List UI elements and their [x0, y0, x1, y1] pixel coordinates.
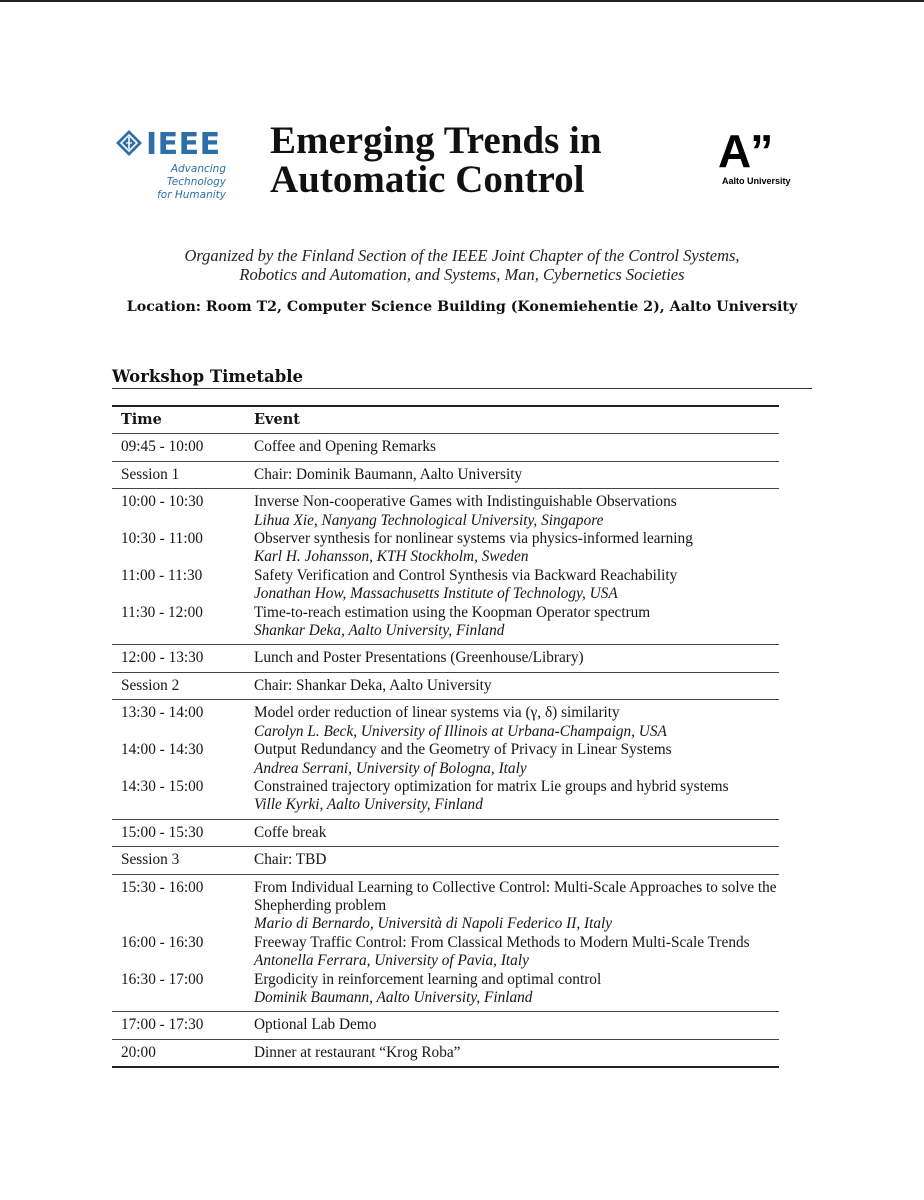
table-row	[112, 567, 779, 604]
timetable-group	[112, 461, 779, 488]
ieee-tagline-line-1: Advancing Technology	[166, 163, 226, 188]
event-cell	[254, 461, 779, 488]
event-speaker: Ville Kyrki, Aalto University, Finland	[254, 796, 483, 814]
table-row	[112, 1012, 779, 1039]
table-row	[112, 700, 779, 741]
timetable-group	[112, 819, 779, 846]
timetable-group	[112, 1039, 779, 1067]
time-cell: Session 1	[121, 465, 180, 483]
table-row	[112, 874, 779, 934]
table-row	[112, 604, 779, 645]
table-row	[112, 741, 779, 778]
event-cell	[254, 530, 779, 567]
event-cell	[254, 672, 779, 699]
table-row	[112, 971, 779, 1012]
event-speaker: Andrea Serrani, University of Bologna, Italy	[254, 759, 527, 777]
timetable-group	[112, 489, 779, 645]
event-title: Freeway Traffic Control: From Classical Methods to Modern Multi-Scale Trends	[254, 933, 750, 951]
event-speaker: Mario di Bernardo, Università di Napoli Federico II, Italy	[254, 915, 613, 933]
table-row	[112, 645, 779, 672]
time-cell: 09:45 - 10:00	[121, 438, 204, 456]
table-row	[112, 847, 779, 874]
time-cell: 11:30 - 12:00	[121, 603, 203, 621]
event-cell	[254, 874, 779, 934]
time-cell: 16:30 - 17:00	[121, 970, 204, 988]
event-speaker: Shankar Deka, Aalto University, Finland	[254, 622, 505, 640]
timetable-group	[112, 645, 779, 672]
event-cell	[254, 700, 779, 741]
event-title: Observer synthesis for nonlinear systems via physics-informed learning	[254, 530, 693, 548]
event-title: Output Redundancy and the Geometry of Privacy in Linear Systems	[254, 741, 672, 759]
event-title: Coffee and Opening Remarks	[254, 438, 436, 456]
event-title: Safety Verification and Control Synthesis via Backward Reachability	[254, 566, 678, 584]
timetable	[112, 405, 779, 1068]
time-cell: 17:00 - 17:30	[121, 1016, 204, 1034]
table-row	[112, 461, 779, 488]
event-cell	[254, 847, 779, 874]
time-cell: 14:30 - 15:00	[121, 777, 204, 795]
ieee-diamond-icon	[116, 130, 142, 156]
time-cell: 20:00	[121, 1043, 156, 1061]
event-cell	[254, 604, 779, 645]
event-cell	[254, 1012, 779, 1039]
event-title: Coffe break	[254, 823, 327, 841]
time-cell: Session 2	[121, 676, 180, 694]
event-title: Time-to-reach estimation using the Koopman Operator spectrum	[254, 603, 651, 621]
timetable-group	[112, 700, 779, 819]
event-cell	[254, 934, 779, 971]
section-heading: Workshop Timetable	[112, 367, 304, 386]
time-cell: 14:00 - 14:30	[121, 741, 204, 759]
event-speaker: Antonella Ferrara, University of Pavia, Italy	[254, 952, 529, 970]
organizer-line-1: Organized by the Finland Section of the IEEE Joint Chapter of the Control Systems,	[184, 246, 740, 265]
ieee-tagline-line-2: for Humanity	[157, 189, 226, 201]
title-line-1: Emerging Trends in	[270, 119, 602, 162]
event-cell	[254, 567, 779, 604]
time-cell: 10:00 - 10:30	[121, 493, 204, 511]
event-cell	[254, 645, 779, 672]
event-cell	[254, 489, 779, 530]
event-title: Ergodicity in reinforcement learning and optimal control	[254, 970, 602, 988]
column-header-event: Event	[254, 411, 300, 428]
organizer-line-2: Robotics and Automation, and Systems, Man, Cybernetics Societies	[239, 265, 685, 284]
aalto-name: Aalto University	[722, 176, 791, 186]
event-cell	[254, 778, 779, 819]
table-row	[112, 530, 779, 567]
title-line-2: Automatic Control	[270, 158, 585, 201]
event-speaker: Lihua Xie, Nanyang Technological University, Singapore	[254, 511, 604, 529]
event-title: Constrained trajectory optimization for matrix Lie groups and hybrid systems	[254, 777, 729, 795]
page-title	[270, 121, 602, 199]
time-cell: 12:00 - 13:30	[121, 649, 204, 667]
table-row	[112, 434, 779, 461]
table-row	[112, 672, 779, 699]
time-cell: Session 3	[121, 851, 180, 869]
event-title: Chair: Dominik Baumann, Aalto University	[254, 465, 523, 483]
ieee-wordmark: IEEE	[146, 127, 221, 162]
table-row	[112, 1039, 779, 1067]
aalto-mark: A”	[718, 125, 773, 177]
event-title: Lunch and Poster Presentations (Greenhouse/Library)	[254, 649, 584, 667]
ieee-tagline	[114, 163, 226, 202]
event-cell	[254, 741, 779, 778]
table-row	[112, 819, 779, 846]
time-cell: 15:30 - 16:00	[121, 878, 204, 896]
timetable-group	[112, 672, 779, 699]
ieee-logo	[114, 127, 232, 201]
table-row	[112, 934, 779, 971]
time-cell: 16:00 - 16:30	[121, 933, 204, 951]
event-cell	[254, 819, 779, 846]
time-cell: 11:00 - 11:30	[121, 566, 203, 584]
column-header-time: Time	[121, 411, 162, 428]
event-speaker: Karl H. Johansson, KTH Stockholm, Sweden	[254, 548, 529, 566]
organizer-statement	[100, 246, 824, 284]
section-divider	[112, 388, 812, 389]
event-cell	[254, 434, 779, 461]
timetable-group	[112, 434, 779, 461]
top-border	[0, 0, 924, 2]
timetable-group	[112, 874, 779, 1012]
event-title: Dinner at restaurant “Krog Roba”	[254, 1043, 461, 1061]
event-title: Model order reduction of linear systems via (γ, δ) similarity	[254, 704, 620, 722]
time-cell: 13:30 - 14:00	[121, 704, 204, 722]
time-cell: 15:00 - 15:30	[121, 823, 204, 841]
event-speaker: Carolyn L. Beck, University of Illinois at Urbana-Champaign, USA	[254, 722, 667, 740]
event-title: Chair: TBD	[254, 851, 327, 869]
event-title: From Individual Learning to Collective Control: Multi-Scale Approaches to solve the Shepherding problem	[254, 878, 777, 914]
event-title: Inverse Non-cooperative Games with Indistinguishable Observations	[254, 493, 677, 511]
timetable-header	[112, 406, 779, 434]
event-title: Optional Lab Demo	[254, 1016, 377, 1034]
timetable-group	[112, 847, 779, 874]
event-title: Chair: Shankar Deka, Aalto University	[254, 676, 492, 694]
timetable-group	[112, 1012, 779, 1039]
event-speaker: Dominik Baumann, Aalto University, Finland	[254, 988, 533, 1006]
event-speaker: Jonathan How, Massachusetts Institute of Technology, USA	[254, 585, 618, 603]
event-cell	[254, 1039, 779, 1067]
aalto-logo	[716, 125, 806, 190]
time-cell: 10:30 - 11:00	[121, 530, 203, 548]
table-row	[112, 489, 779, 530]
event-cell	[254, 971, 779, 1012]
location-line: Location: Room T2, Computer Science Building (Konemiehentie 2), Aalto University	[126, 299, 798, 315]
table-row	[112, 778, 779, 819]
